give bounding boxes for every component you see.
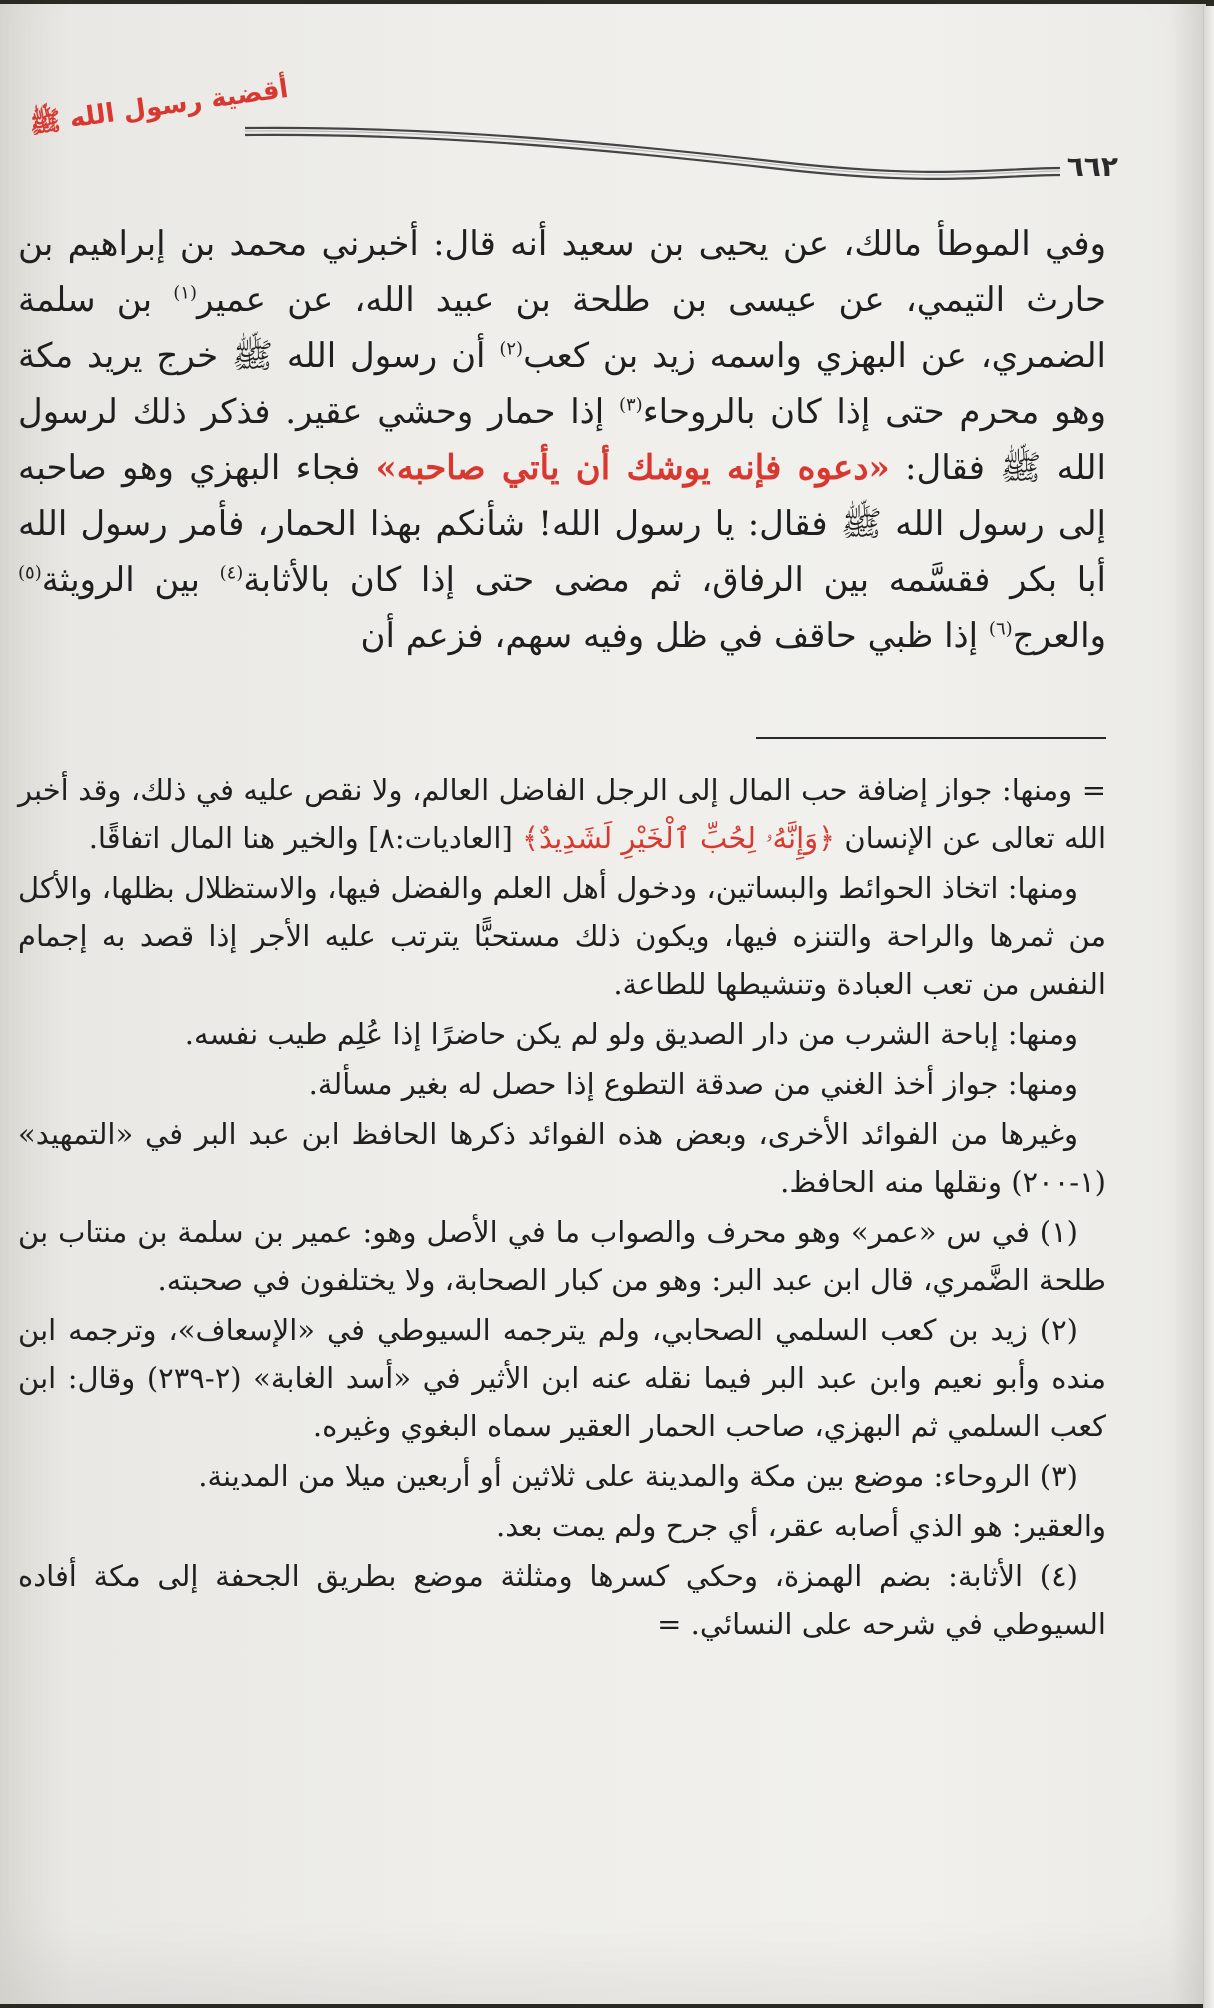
page-edge — [1203, 6, 1214, 2008]
footnote-paragraph: ومنها: إباحة الشرب من دار الصديق ولو لم يكن حاضرًا إذا عُلِم طيب نفسه. — [184, 1017, 1078, 1051]
text-span: أن رسول الله ﷺ خرج يريد مكة وهو محرم حتى إذا كان بالروحاء — [18, 336, 1107, 432]
book-page — [0, 4, 1206, 2004]
footnote-ref-6[interactable]: (٦) — [988, 618, 1013, 640]
hadith-paragraph — [18, 216, 1106, 664]
footnote-ref-3[interactable]: (٣) — [618, 394, 643, 416]
footnote-3: (٣) الروحاء: موضع بين مكة والمدينة على ثلاثين أو أربعين ميلا من المدينة. — [198, 1459, 1078, 1493]
footnote-paragraph: وغيرها من الفوائد الأخرى، وبعض هذه الفوائد ذكرها الحافظ ابن عبد البر في «التمهيد» (١-٢٠٠) ونقلها منه الحافظ. — [18, 1117, 1106, 1199]
text-span: إذا حمار وحشي عقير. فذكر ذلك لرسول الله ﷺ فقال: — [18, 392, 1106, 488]
quran-verse: ﴿وَإِنَّهُۥ لِحُبِّ ٱلْخَيْرِ لَشَدِيدٌ﴾ — [522, 821, 836, 855]
text-span: وفي الموطأ مالك، عن يحيى بن سعيد أنه قال: أخبرني محمد بن إبراهيم بن حارث التيمي، عن عيسى بن طلحة بن عبيد الله، عن عمير — [18, 224, 1107, 320]
footnote-paragraph: ومنها: جواز أخذ الغني من صدقة التطوع إذا حصل له بغير مسألة. — [308, 1067, 1078, 1101]
text-span: [العاديات:٨] والخير هنا المال اتفاقًا. — [88, 821, 522, 855]
footnote-ref-5[interactable]: (٥) — [18, 562, 42, 584]
footnote-ref-2[interactable]: (٢) — [499, 338, 524, 360]
footnote-1: (١) في س «عمر» وهو محرف والصواب ما في الأصل وهو: عمير بن سلمة بن منتاب بن طلحة الضَّمري، قال ابن عبد البر: وهو من كبار الصحابة، ولا يختلفون في صحبته. — [18, 1215, 1106, 1297]
main-text — [18, 216, 1106, 664]
footnote-2: (٢) زيد بن كعب السلمي الصحابي، ولم يترجمه السيوطي في «الإسعاف»، وترجمه ابن منده وأبو نعيم وابن عبد البر فيما نقله عنه ابن الأثير في «أسد الغابة» (٢-٢٣٩) وقال: ابن كعب السلمي ثم البهزي، صاحب الحمار العقير سماه البغوي وغيره. — [18, 1313, 1107, 1443]
text-span: إذا ظبي حاقف في ظل وفيه سهم، فزعم أن — [360, 616, 989, 656]
text-span: بن سلمة الضمري، عن البهزي واسمه زيد بن كعب — [18, 280, 1106, 376]
prophet-quote-highlight: «دعوه فإنه يوشك أن يأتي صاحبه» — [375, 448, 890, 488]
footnotes-section — [18, 766, 1106, 1650]
page-number: ٦٦٢ — [1066, 150, 1118, 183]
footnote-continuation — [18, 766, 1106, 862]
text-span: = ومنها: جواز إضافة حب المال إلى الرجل الفاضل العالم، ولا نقص عليه في ذلك، وقد أخبر الله تعالى عن الإنسان — [18, 773, 1106, 855]
footnote-paragraph: ومنها: اتخاذ الحوائط والبساتين، ودخول أهل العلم والفضل فيها، والاستظلال بظلها، والأكل من ثمرها والراحة والتنزه فيها، ويكون ذلك مستحبًّا يترتب عليه الأجر إذا قصد به إجمام النفس من تعب العبادة وتنشيطها للطاعة. — [18, 871, 1106, 1001]
text-span: بين الرويثة — [41, 560, 220, 600]
footnote-ref-1[interactable]: (١) — [173, 282, 197, 304]
footnote-3-continuation: والعقير: هو الذي أصابه عقر، أي جرح ولم يمت بعد. — [496, 1509, 1106, 1543]
footnote-ref-4[interactable]: (٤) — [219, 562, 244, 584]
footnote-4: (٤) الأثابة: بضم الهمزة، وحكي كسرها ومثلثة موضع بطريق الجحفة إلى مكة أفاده السيوطي في شرحه على النسائي. = — [18, 1559, 1106, 1641]
page-header — [20, 73, 1120, 184]
running-title: أقضية رسول الله ﷺ — [27, 73, 291, 140]
footnote-separator — [756, 737, 1106, 739]
text-span: فجاء البهزي وهو صاحبه إلى رسول الله ﷺ فقال: يا رسول الله! شأنكم بهذا الحمار، فأمر رسول الله أبا بكر فقسَّمه بين الرفاق، ثم مضى حتى إذا كان بالأثابة — [18, 448, 1106, 600]
text-span: والعرج — [1012, 616, 1106, 656]
